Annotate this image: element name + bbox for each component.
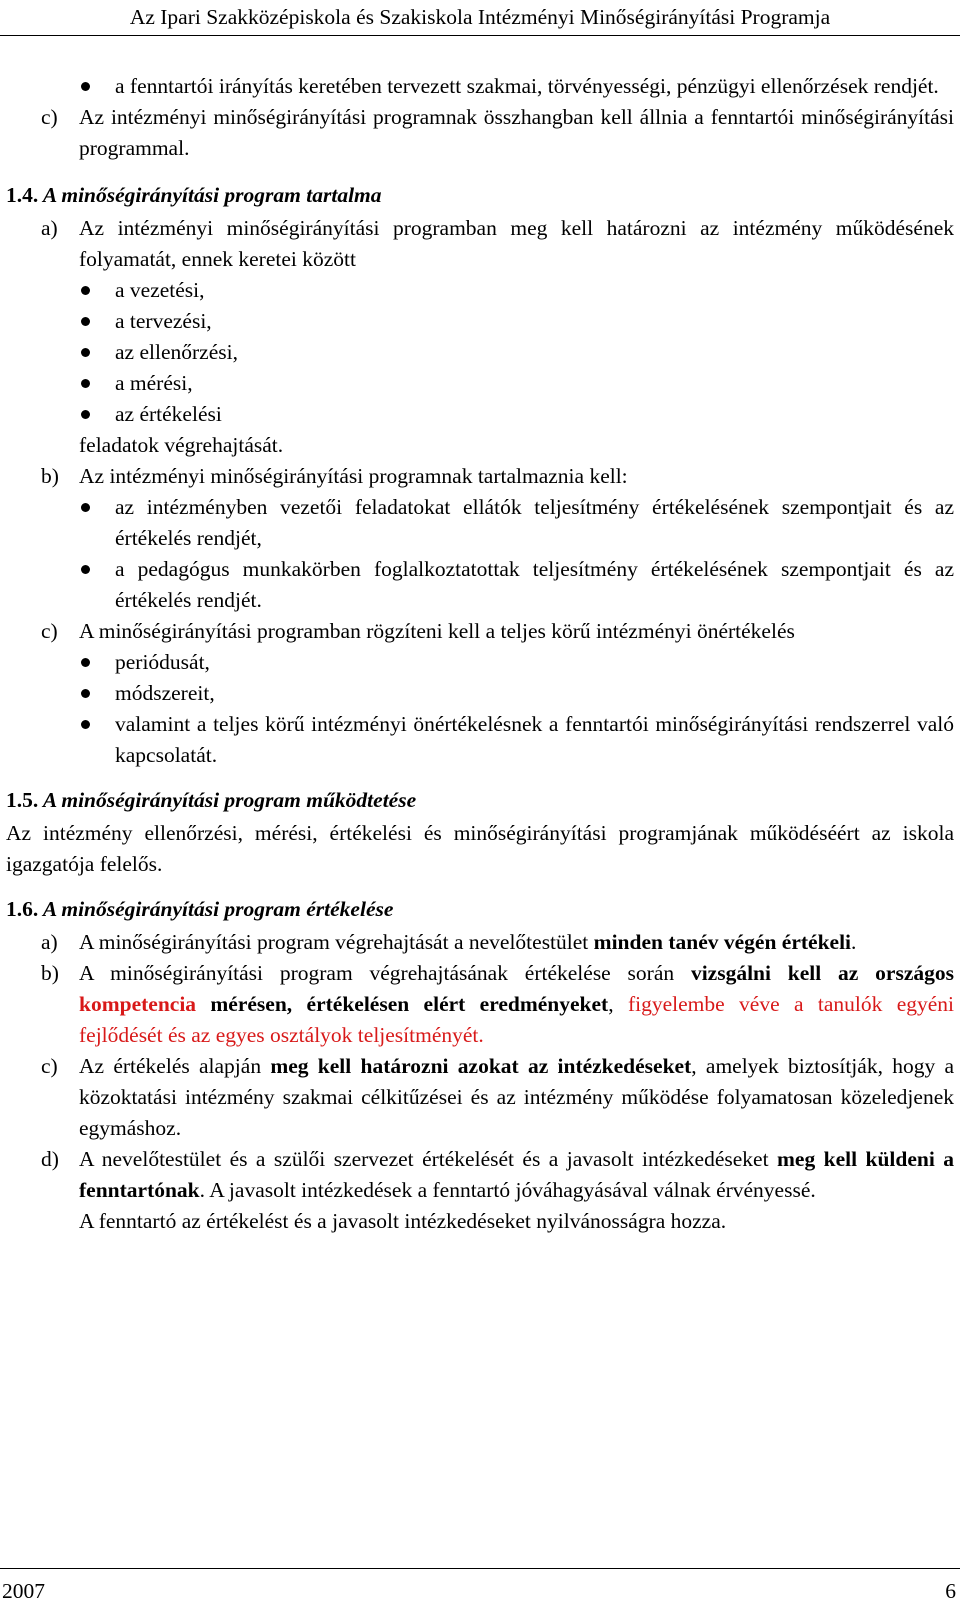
text-run: A nevelőtestület és a szülői szervezet értékelését és a javasolt intézkedéseket <box>79 1147 777 1171</box>
item-text: Az intézményi minőségirányítási programnak tartalmaznia kell: <box>79 464 628 488</box>
item-text: Az intézményi minőségirányítási programnak összhangban kell állnia a fenntartói minőségirányítási programmal. <box>79 105 954 160</box>
bold-text: vizsgálni kell az országos <box>690 961 954 985</box>
section-title: A minőségirányítási program működtetése <box>42 788 417 812</box>
section-number: 1.4. <box>6 183 39 207</box>
bold-text: meg kell küldeni a fenntartónak <box>79 1147 955 1202</box>
item-label: a) <box>41 930 58 954</box>
section-heading <box>6 894 954 925</box>
list-item: a vezetési, <box>6 275 954 306</box>
text-run: , <box>608 992 628 1016</box>
section-heading <box>6 785 954 816</box>
list-item <box>6 616 954 647</box>
page-number: 6 <box>945 1579 956 1603</box>
bold-text: minden tanév végén értékeli <box>593 930 852 954</box>
list-item: valamint a teljes körű intézményi önértékelésnek a fenntartói minőségirányítási rendszerrel való kapcsolatát. <box>6 709 954 771</box>
item-label: c) <box>41 105 58 129</box>
text-run: . <box>851 930 857 954</box>
list-item: az intézményben vezetői feladatokat ellátók teljesítmény értékelésének szempontjait és az értékelés rendjét, <box>6 492 954 554</box>
text-run: . A javasolt intézkedések a fenntartó jóváhagyásával válnak érvényessé. <box>199 1178 816 1202</box>
list-item <box>6 1051 954 1144</box>
list-item: periódusát, <box>6 647 954 678</box>
list-item: a pedagógus munkakörben foglalkoztatottak teljesítmény értékelésének szempontjait és az értékelés rendjét. <box>6 554 954 616</box>
section-title: A minőségirányítási program tartalma <box>42 183 382 207</box>
list-item: a mérési, <box>6 368 954 399</box>
list-tail: feladatok végrehajtását. <box>79 433 284 457</box>
document-body <box>6 71 954 1237</box>
item-text: Az intézményi minőségirányítási programban meg kell határozni az intézmény működésének folyamatát, ennek keretei között <box>79 216 954 271</box>
section-number: 1.6. <box>6 897 39 921</box>
list-item <box>6 958 954 1051</box>
highlighted-text: figyelembe véve a tanulók egyéni fejlődését és az egyes osztályok teljesítményét. <box>79 992 955 1047</box>
item-label: c) <box>41 1054 58 1078</box>
paragraph: Az intézmény ellenőrzési, mérési, értékelési és minőségirányítási programjának működéséért az iskola igazgatója felelős. <box>6 821 954 876</box>
text-run: A minőségirányítási program végrehajtását a nevelőtestület <box>79 930 594 954</box>
section-heading <box>6 180 954 211</box>
item-label: a) <box>41 216 58 240</box>
list-item <box>6 1144 954 1206</box>
text-run: Az értékelés alapján <box>79 1054 271 1078</box>
list-item <box>6 102 954 164</box>
item-label: d) <box>41 1147 59 1171</box>
item-label: c) <box>41 619 58 643</box>
list-item: az ellenőrzési, <box>6 337 954 368</box>
paragraph: A fenntartó az értékelést és a javasolt intézkedéseket nyilvánosságra hozza. <box>79 1209 727 1233</box>
page-header: Az Ipari Szakközépiskola és Szakiskola Intézményi Minőségirányítási Programja <box>129 5 831 29</box>
bold-text: meg kell határozni azokat az intézkedéseket <box>270 1054 692 1078</box>
list-item <box>6 213 954 275</box>
item-label: b) <box>41 961 59 985</box>
header-divider <box>0 35 960 36</box>
text-run: A minőségirányítási program végrehajtásának értékelése során <box>79 961 691 985</box>
list-item: a tervezési, <box>6 306 954 337</box>
section-title: A minőségirányítási program értékelése <box>42 897 394 921</box>
item-label: b) <box>41 464 59 488</box>
list-item <box>6 927 954 958</box>
text-run: , amelyek biztosítják, hogy a közoktatási intézmény szakmai célkitűzései és az intézmény működése folyamatosan közeledjenek egymáshoz. <box>79 1054 955 1140</box>
footer-divider <box>0 1568 960 1569</box>
list-item <box>6 461 954 492</box>
item-text: A minőségirányítási programban rögzíteni kell a teljes körű intézményi önértékelés <box>79 619 795 643</box>
highlighted-text: kompetencia <box>79 992 197 1016</box>
list-item: az értékelési <box>6 399 954 430</box>
footer-year: 2007 <box>2 1579 45 1603</box>
list-item: a fenntartói irányítás keretében tervezett szakmai, törvényességi, pénzügyi ellenőrzések rendjét. <box>6 71 954 102</box>
section-number: 1.5. <box>6 788 39 812</box>
list-item: módszereit, <box>6 678 954 709</box>
bold-text: mérésen, értékelésen elért eredményeket <box>196 992 609 1016</box>
